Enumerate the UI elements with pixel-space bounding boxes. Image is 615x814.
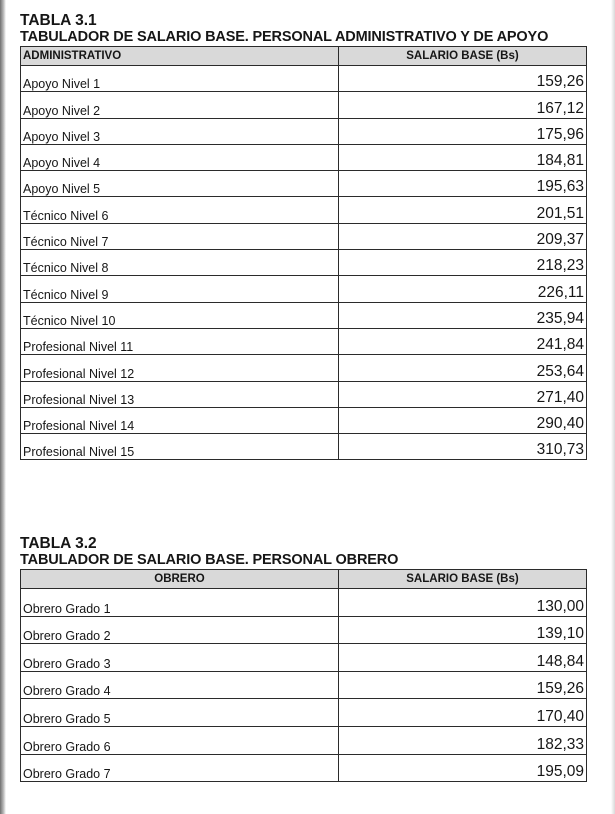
row-salary: 218,23	[339, 250, 587, 276]
table-label: TABLA 3.1	[20, 12, 97, 29]
table-row	[21, 381, 587, 407]
table-row	[21, 144, 587, 170]
row-category: Profesional Nivel 11	[21, 328, 339, 354]
row-salary: 195,63	[339, 171, 587, 197]
table-header-row	[21, 47, 587, 66]
row-salary: 170,40	[339, 699, 587, 727]
row-category: Apoyo Nivel 5	[21, 171, 339, 197]
row-category: Profesional Nivel 14	[21, 407, 339, 433]
row-category: Apoyo Nivel 2	[21, 92, 339, 118]
table-row	[21, 223, 587, 249]
row-category: Profesional Nivel 15	[21, 434, 339, 460]
row-salary: 182,33	[339, 726, 587, 754]
row-salary: 139,10	[339, 616, 587, 644]
page-shadow-left	[0, 0, 6, 814]
row-category: Profesional Nivel 13	[21, 381, 339, 407]
table-row	[21, 197, 587, 223]
table-row	[21, 434, 587, 460]
table-row	[21, 171, 587, 197]
column-header-salary: SALARIO BASE (Bs)	[339, 570, 587, 589]
salary-table-administrative	[20, 46, 587, 460]
table-row	[21, 407, 587, 433]
row-category: Profesional Nivel 12	[21, 355, 339, 381]
table-row	[21, 671, 587, 699]
row-category: Obrero Grado 1	[21, 589, 339, 617]
row-salary: 175,96	[339, 118, 587, 144]
column-header-salary: SALARIO BASE (Bs)	[339, 47, 587, 66]
row-salary: 310,73	[339, 434, 587, 460]
column-header-category: OBRERO	[21, 570, 339, 589]
page-shadow-right	[611, 0, 615, 814]
row-category: Técnico Nivel 6	[21, 197, 339, 223]
row-salary: 290,40	[339, 407, 587, 433]
table-3-2-section	[20, 535, 586, 782]
row-category: Técnico Nivel 9	[21, 276, 339, 302]
table-row	[21, 250, 587, 276]
row-category: Obrero Grado 4	[21, 671, 339, 699]
table-row	[21, 302, 587, 328]
row-category: Obrero Grado 6	[21, 726, 339, 754]
row-category: Apoyo Nivel 4	[21, 144, 339, 170]
table-3-1-section	[20, 12, 586, 460]
row-category: Obrero Grado 3	[21, 644, 339, 672]
row-salary: 195,09	[339, 754, 587, 782]
table-title: TABULADOR DE SALARIO BASE. PERSONAL ADMINISTRATIVO Y DE APOYO	[20, 29, 549, 45]
row-salary: 241,84	[339, 328, 587, 354]
row-category: Obrero Grado 2	[21, 616, 339, 644]
row-salary: 184,81	[339, 144, 587, 170]
table-row	[21, 92, 587, 118]
table-row	[21, 589, 587, 617]
table-row	[21, 699, 587, 727]
row-salary: 209,37	[339, 223, 587, 249]
row-category: Técnico Nivel 10	[21, 302, 339, 328]
row-salary: 271,40	[339, 381, 587, 407]
table-row	[21, 616, 587, 644]
table-row	[21, 118, 587, 144]
table-row	[21, 328, 587, 354]
row-category: Obrero Grado 5	[21, 699, 339, 727]
row-salary: 201,51	[339, 197, 587, 223]
salary-table-workers	[20, 569, 587, 782]
table-title: TABULADOR DE SALARIO BASE. PERSONAL OBRERO	[20, 552, 399, 568]
row-salary: 235,94	[339, 302, 587, 328]
row-category: Obrero Grado 7	[21, 754, 339, 782]
row-salary: 130,00	[339, 589, 587, 617]
row-salary: 148,84	[339, 644, 587, 672]
table-header-row	[21, 570, 587, 589]
row-category: Técnico Nivel 7	[21, 223, 339, 249]
row-salary: 159,26	[339, 671, 587, 699]
row-category: Apoyo Nivel 3	[21, 118, 339, 144]
row-category: Apoyo Nivel 1	[21, 66, 339, 92]
row-category: Técnico Nivel 8	[21, 250, 339, 276]
table-row	[21, 644, 587, 672]
table-row	[21, 276, 587, 302]
row-salary: 253,64	[339, 355, 587, 381]
table-row	[21, 355, 587, 381]
row-salary: 226,11	[339, 276, 587, 302]
row-salary: 167,12	[339, 92, 587, 118]
row-salary: 159,26	[339, 66, 587, 92]
table-row	[21, 726, 587, 754]
table-row	[21, 66, 587, 92]
table-label: TABLA 3.2	[20, 535, 97, 552]
column-header-category: ADMINISTRATIVO	[21, 47, 339, 66]
table-row	[21, 754, 587, 782]
